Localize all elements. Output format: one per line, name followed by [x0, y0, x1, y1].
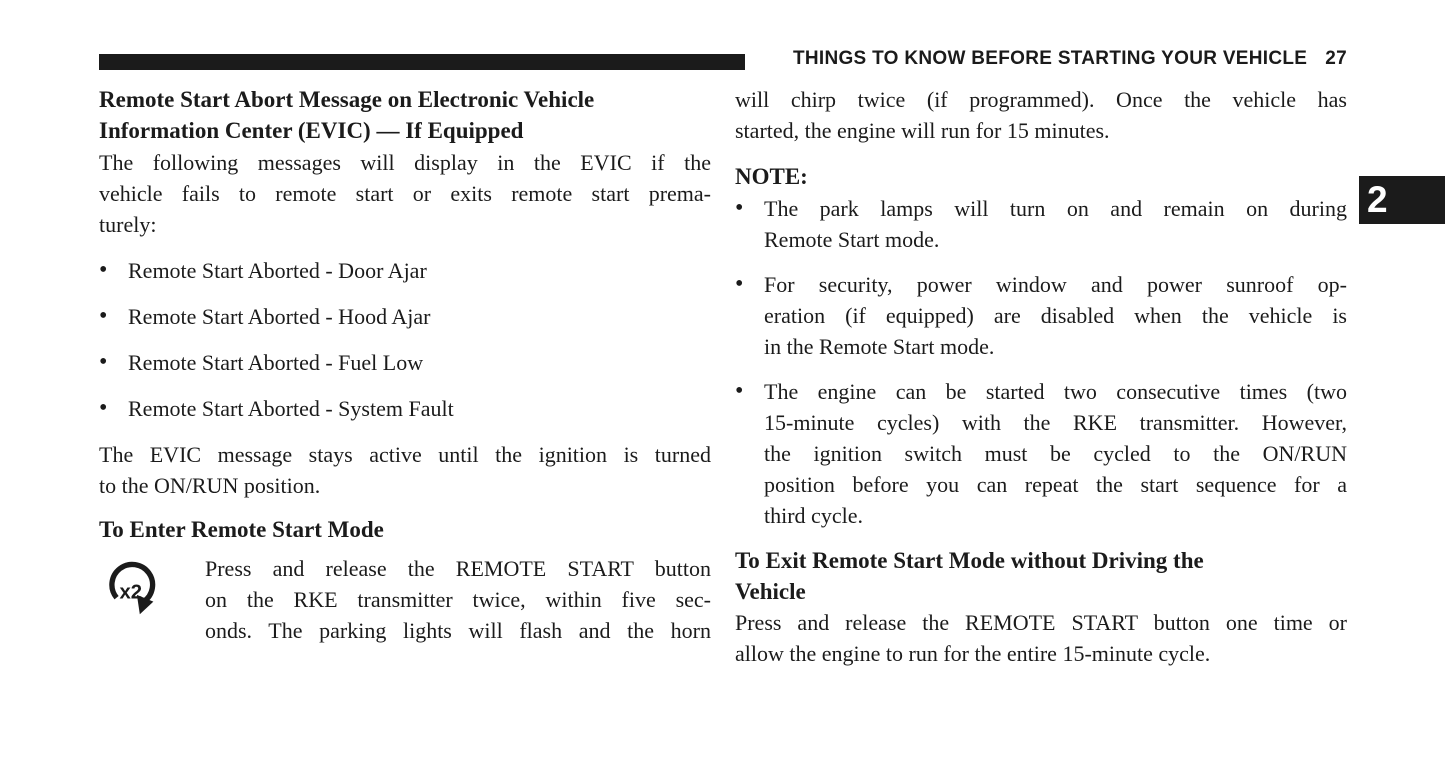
list-item: [735, 193, 1347, 255]
text-line: The EVIC message stays active until the ignition is turned: [99, 442, 711, 467]
text-line: Press and release the REMOTE START button one time or: [735, 610, 1347, 635]
paragraph-horn-chirp: [735, 84, 1347, 146]
list-item-text: [128, 393, 711, 424]
bullet-icon: •: [99, 349, 108, 375]
text-line: vehicle fails to remote start or exits remote start prema-: [99, 181, 711, 206]
chapter-tab: [1359, 176, 1445, 224]
text-line: Remote Start Aborted - Fuel Low: [128, 350, 424, 375]
bullet-icon: •: [99, 395, 108, 421]
list-item-text: [764, 193, 1347, 255]
text-line: the ignition switch must be cycled to the ON/RUN: [764, 441, 1347, 466]
section-heading-remote-start-abort: [99, 84, 711, 146]
bullet-icon: •: [99, 257, 108, 283]
text-line: The park lamps will turn on and remain on during: [764, 196, 1347, 221]
text-line: will chirp twice (if programmed). Once the vehicle has: [735, 87, 1347, 112]
text-line: Remote Start Aborted - Door Ajar: [128, 258, 427, 283]
page-number: 27: [1325, 48, 1347, 69]
list-item-text: [764, 269, 1347, 362]
bullet-icon: •: [99, 303, 108, 329]
list-item: [99, 347, 711, 378]
bullet-icon: •: [735, 271, 744, 297]
text-line: Remote Start Abort Message on Electronic Vehicle: [99, 87, 595, 112]
bullet-icon: •: [735, 195, 744, 221]
paragraph-exit-remote-start: [735, 607, 1347, 669]
text-line: to the ON/RUN position.: [99, 473, 321, 498]
text-line: Remote Start Aborted - Hood Ajar: [128, 304, 431, 329]
section-heading-exit-remote-start: [735, 545, 1347, 607]
running-header-title: THINGS TO KNOW BEFORE STARTING YOUR VEHICLE: [792, 48, 1308, 69]
note-bullet-list: [735, 193, 1347, 531]
text-line: Press and release the REMOTE START button: [205, 556, 711, 581]
text-line: Information Center (EVIC) — If Equipped: [99, 118, 524, 143]
press-twice-x2-icon: [103, 558, 165, 620]
text-line: The following messages will display in the EVIC if the: [99, 150, 711, 175]
list-item-text: [128, 255, 711, 286]
note-label: NOTE:: [735, 164, 808, 189]
text-line: third cycle.: [764, 503, 863, 528]
press-twice-icon-box: [99, 553, 205, 646]
text-line: eration (if equipped) are disabled when the vehicle is: [764, 303, 1347, 328]
list-item: [99, 393, 711, 424]
text-line: in the Remote Start mode.: [764, 334, 995, 359]
text-line: Remote Start mode.: [764, 227, 940, 252]
list-item-text: [128, 301, 711, 332]
text-line: onds. The parking lights will flash and the horn: [205, 618, 711, 643]
list-item: [735, 269, 1347, 362]
list-item: [99, 301, 711, 332]
list-item-text: [128, 347, 711, 378]
list-item-text: [764, 376, 1347, 531]
right-column: [735, 84, 1347, 669]
chapter-tab-number: 2: [1367, 179, 1388, 220]
press-twice-icon-label: x2: [119, 581, 143, 604]
paragraph-evic-outro: [99, 439, 711, 501]
text-line: started, the engine will run for 15 minutes.: [735, 118, 1110, 143]
text-line: 15-minute cycles) with the RKE transmitter. However,: [764, 410, 1347, 435]
header-rule-bar: [99, 54, 745, 70]
running-header: [793, 48, 1347, 70]
bullet-icon: •: [735, 378, 744, 404]
paragraph-enter-remote-start: [205, 553, 711, 646]
text-line: position before you can repeat the start sequence for a: [764, 472, 1347, 497]
text-line: To Exit Remote Start Mode without Driving the: [735, 548, 1204, 573]
text-line: on the RKE transmitter twice, within five sec-: [205, 587, 711, 612]
list-item: [735, 376, 1347, 531]
text-line: Remote Start Aborted - System Fault: [128, 396, 454, 421]
left-column: [99, 84, 711, 646]
enter-remote-start-block: [99, 553, 711, 646]
text-line: For security, power window and power sunroof op-: [764, 272, 1347, 297]
text-line: The engine can be started two consecutive times (two: [764, 379, 1347, 404]
paragraph-evic-intro: [99, 147, 711, 240]
abort-message-list: [99, 255, 711, 424]
section-heading-enter-remote-start: To Enter Remote Start Mode: [99, 517, 384, 542]
text-line: Vehicle: [735, 579, 806, 604]
text-line: allow the engine to run for the entire 15-minute cycle.: [735, 641, 1211, 666]
text-line: turely:: [99, 212, 157, 237]
list-item: [99, 255, 711, 286]
